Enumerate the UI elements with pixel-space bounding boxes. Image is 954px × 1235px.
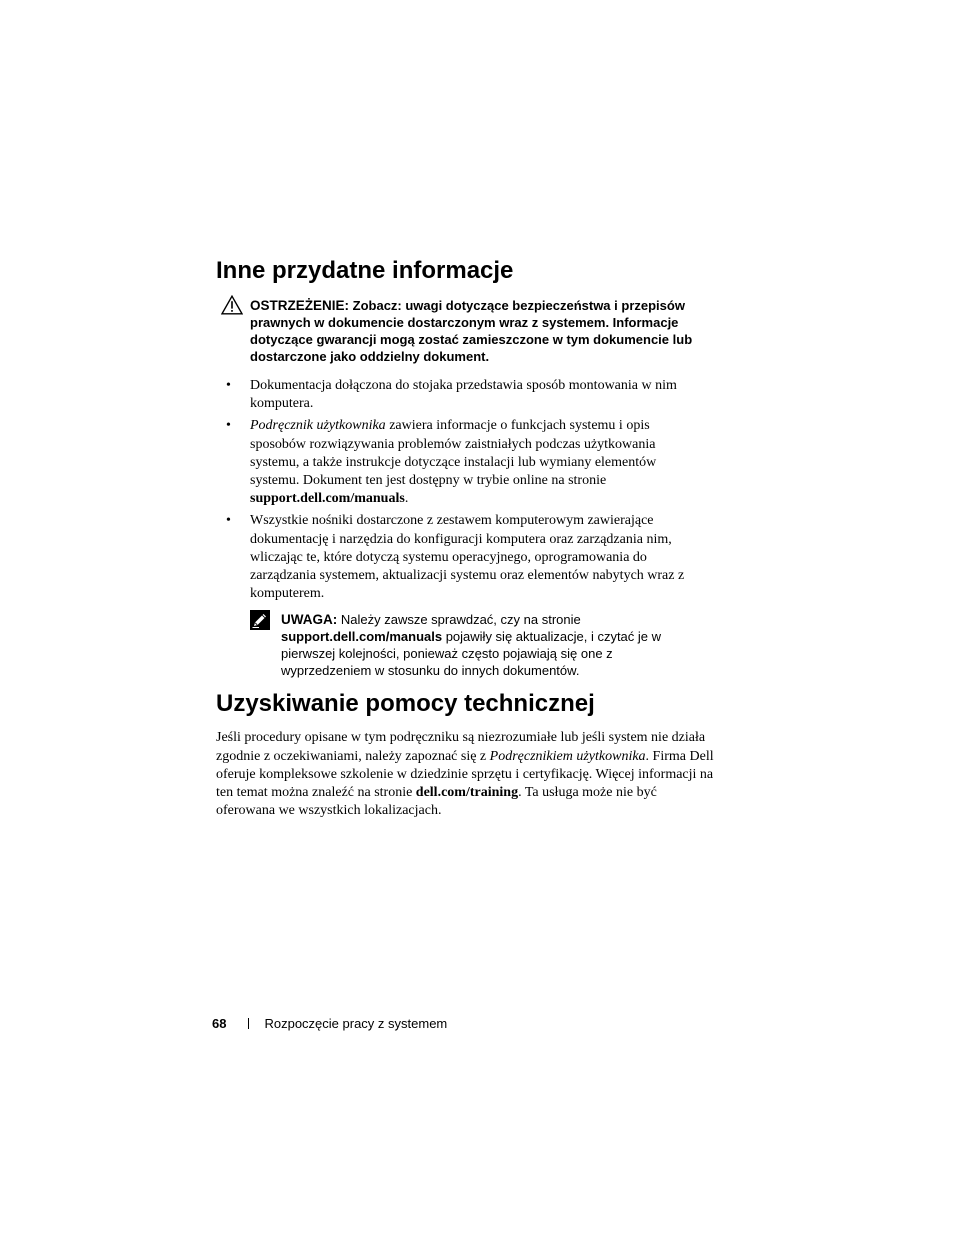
paragraph-italic: Podręcznikiem użytkownika [489,748,646,764]
warning-box [216,297,720,365]
note-text-cont: pojawiły się aktualizacje, i czytać je w pierwszej kolejności, ponieważ często pojawiają się one z wyprzedzeniem w stosunku do innych dokumentów. [281,629,662,679]
tech-help-paragraph [216,729,716,820]
list-item-end: . [404,491,409,507]
note-support-link[interactable]: support.dell.com/manuals [281,629,443,645]
section-title-tech-help: Uzyskiwanie pomocy technicznej [216,690,595,718]
section-title-other-info: Inne przydatne informacje [216,257,514,284]
note-label: UWAGA: [281,612,338,628]
footer-separator [248,1018,249,1029]
list-item-text: Wszystkie nośniki dostarczone z zestawem komputerowym zawierające dokumentację i narzędzia do konfiguracji komputera oraz zarządzania nim, wliczając te, które dotyczą systemu operacyjnego, oprogramowania do zarządzania systemem, aktualizacji systemu oraz elementów nabytych wraz z komputerem. [250,513,685,602]
list-item-text: Dokumentacja dołączona do stojaka przedstawia sposób montowania w nim komputera. [250,378,677,412]
page-footer [212,1015,447,1033]
list-item [216,377,690,413]
support-manuals-link[interactable]: support.dell.com/manuals [250,491,405,507]
note-pencil-icon [250,610,270,630]
paragraph-text: Jeśli procedury opisane w tym podręczniku są niezrozumiałe lub jeśli system nie działa zgodnie z oczekiwaniami, należy zapoznać się z [216,730,706,764]
note-box [250,611,681,679]
bullet-icon: • [226,513,231,529]
paragraph-text-2: . Firma Dell oferuje kompleksowe szkolenie w dziedzinie sprzętu i certyfikację. Więcej informacji na ten temat można znaleźć na stronie [216,748,714,801]
list-item-italic: Podręcznik użytkownika [250,418,386,434]
list-item-text: zawiera informacje o funkcjach systemu i opis sposobów rozwiązywania problemów zaistniałych podczas użytkowania systemu, a także instrukcje dotyczące instalacji lub wymiany elementów systemu. Dokument ten jest dostępny w trybie online na stronie [250,418,657,489]
page-content [216,254,736,820]
list-item [216,512,690,603]
bullet-icon: • [226,378,231,393]
chapter-title: Rozpoczęcie pracy z systemem [264,1016,448,1031]
info-bullet-list [216,377,736,603]
page-number: 68 [212,1016,227,1031]
warning-label: OSTRZEŻENIE: [250,298,350,313]
warning-triangle-icon [221,295,243,315]
note-text: Należy zawsze sprawdzać, czy na stronie [337,612,581,628]
bullet-icon: • [226,418,231,434]
list-item [216,417,690,508]
warning-text: Zobacz: uwagi dotyczące bezpieczeństwa i przepisów prawnych w dokumencie dostarczonym wraz z systemem. Informacje dotyczące gwarancji mogą zostać zamieszczone w tym dokumencie lub dostarczone jako oddzielny dokument. [250,298,693,364]
training-link[interactable]: dell.com/training [415,785,519,801]
paragraph-text-3: . Ta usługa może nie być oferowana we wszystkich lokalizacjach. [216,785,657,819]
